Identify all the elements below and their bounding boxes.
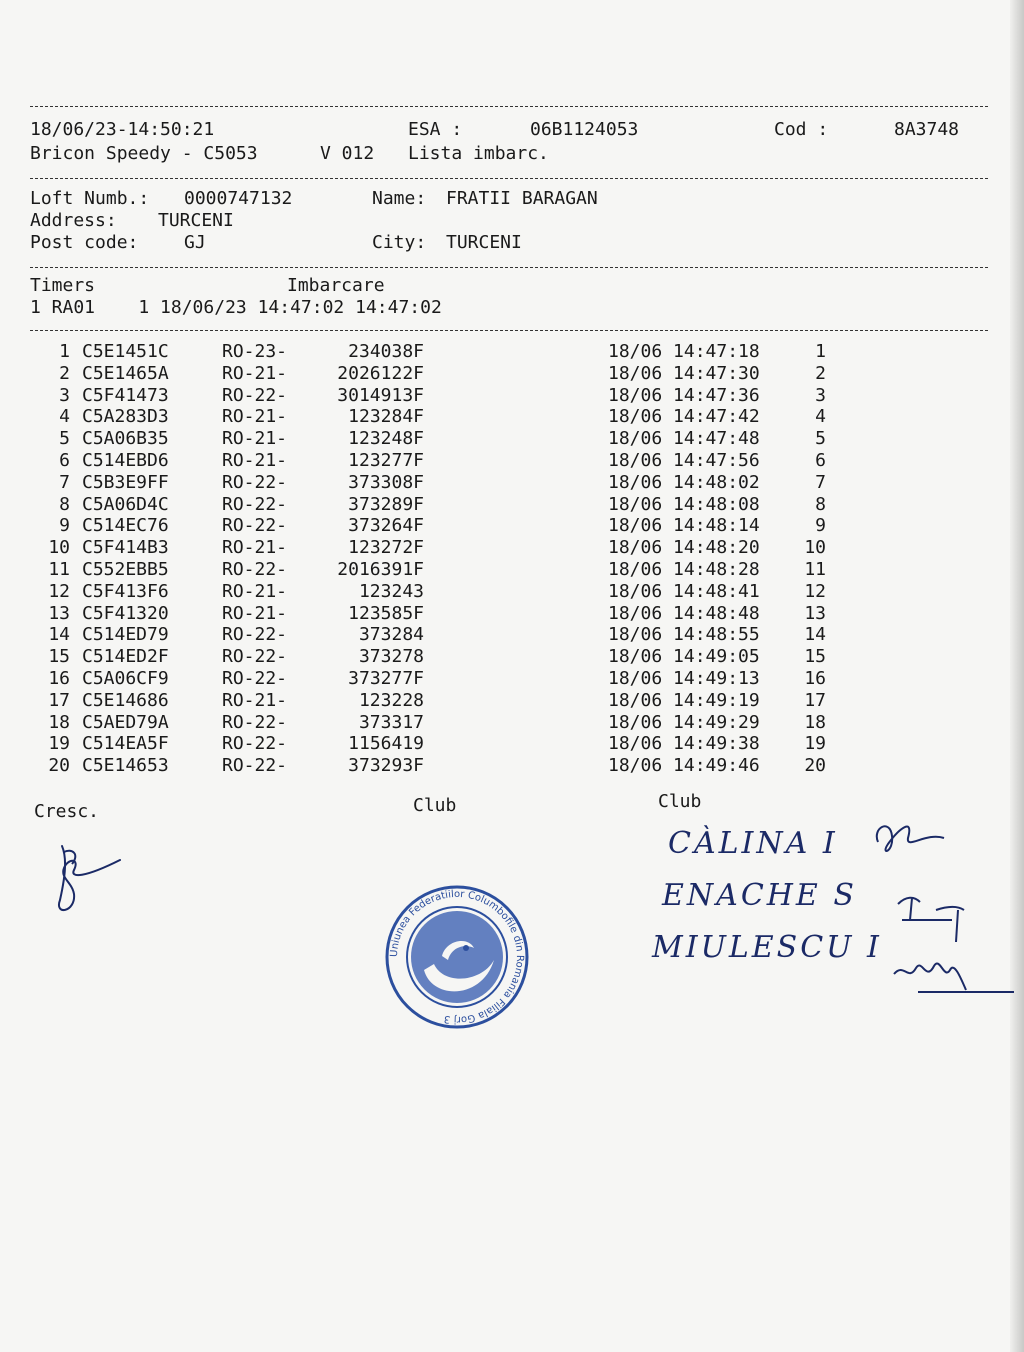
arrival-time: 18/06 14:47:18 [608, 341, 760, 362]
ring-prefix: RO-22- [222, 493, 288, 515]
row-index: 16 [48, 668, 70, 689]
arrival-time: 18/06 14:48:14 [608, 515, 760, 537]
device-name: Bricon Speedy - C5053 [30, 143, 258, 164]
row-index: 20 [48, 755, 70, 777]
ring-prefix: RO-22- [222, 384, 288, 406]
ring-prefix: RO-21- [222, 689, 288, 711]
position-number: 17 [804, 689, 826, 711]
ring-prefix: RO-21- [222, 580, 288, 602]
arrival-time: 18/06 14:47:42 [608, 406, 760, 428]
position-number: 6 [815, 450, 826, 471]
bird-row [0, 712, 1000, 734]
ring-number: 234038F [348, 341, 424, 362]
print-datetime: 18/06/23-14:50:21 [30, 119, 215, 140]
ring-number: 373277F [348, 668, 424, 689]
signature-icon [890, 940, 1020, 1000]
position-number: 15 [804, 646, 826, 668]
handwritten-name: ENACHE S [662, 878, 857, 913]
ring-prefix: RO-22- [222, 733, 288, 755]
bird-row [0, 537, 1000, 559]
ring-number: 373317 [358, 711, 424, 733]
arrival-time: 18/06 14:47:56 [608, 450, 760, 471]
chip-code: C5F413F6 [82, 580, 169, 602]
ring-prefix: RO-21- [222, 428, 288, 450]
position-number: 10 [804, 537, 826, 559]
ring-prefix: RO-21- [222, 362, 288, 384]
ring-prefix: RO-21- [222, 450, 288, 471]
chip-code: C5B3E9FF [82, 471, 169, 493]
loft-number: 0000747132 [184, 188, 293, 209]
position-number: 9 [815, 515, 826, 537]
arrival-time: 18/06 14:49:19 [608, 689, 760, 711]
position-number: 7 [815, 471, 826, 493]
ring-number: 373308F [348, 471, 424, 493]
position-number: 20 [804, 755, 826, 777]
ring-prefix: RO-22- [222, 646, 288, 668]
loft-label: Loft Numb.: [30, 188, 150, 209]
ring-number: 123277F [348, 450, 424, 471]
row-index: 6 [59, 450, 70, 471]
position-number: 18 [804, 711, 826, 733]
ring-prefix: RO-23- [222, 341, 288, 362]
position-number: 3 [815, 384, 826, 406]
arrival-time: 18/06 14:49:29 [608, 711, 760, 733]
bird-row [0, 668, 1000, 690]
bird-row [0, 494, 1000, 516]
ring-number: 123228 [358, 689, 424, 711]
list-title: Lista imbarc. [408, 143, 549, 164]
arrival-time: 18/06 14:48:28 [608, 559, 760, 580]
bird-row [0, 755, 1000, 777]
ring-number: 2026122F [337, 362, 424, 384]
chip-code: C5E14686 [82, 689, 169, 711]
row-index: 3 [59, 384, 70, 406]
position-number: 11 [804, 559, 826, 580]
position-number: 13 [804, 602, 826, 624]
timers-label: Timers [30, 275, 96, 296]
position-number: 4 [815, 406, 826, 428]
ring-number: 123585F [348, 602, 424, 624]
row-index: 10 [48, 537, 70, 559]
imbarcare-label: Imbarcare [287, 275, 385, 296]
arrival-time: 18/06 14:48:48 [608, 602, 760, 624]
row-index: 2 [59, 362, 70, 384]
position-number: 5 [815, 428, 826, 450]
device-version: V 012 [320, 143, 375, 164]
chip-code: C5F41473 [82, 384, 169, 406]
arrival-time: 18/06 14:48:41 [608, 580, 760, 602]
paper-edge [1010, 0, 1024, 1352]
bird-row [0, 450, 1000, 472]
divider [30, 178, 988, 179]
arrival-time: 18/06 14:48:20 [608, 537, 760, 559]
fancier-name: FRATII BARAGAN [446, 188, 598, 209]
position-number: 12 [804, 580, 826, 602]
club-label: Club [413, 795, 457, 816]
chip-code: C5A06CF9 [82, 668, 169, 689]
ring-prefix: RO-22- [222, 668, 288, 689]
arrival-time: 18/06 14:49:05 [608, 646, 760, 668]
ring-number: 3014913F [337, 384, 424, 406]
bird-row [0, 559, 1000, 581]
cresc-label: Cresc. [34, 801, 100, 822]
chip-code: C514ED2F [82, 646, 169, 668]
bird-row [0, 428, 1000, 450]
row-index: 17 [48, 689, 70, 711]
city-value: TURCENI [446, 232, 522, 253]
ring-number: 2016391F [337, 559, 424, 580]
ring-number: 373284 [358, 624, 424, 646]
row-index: 12 [48, 580, 70, 602]
row-index: 14 [48, 624, 70, 646]
row-index: 4 [59, 406, 70, 428]
bird-row [0, 472, 1000, 494]
bird-row [0, 690, 1000, 712]
ring-prefix: RO-21- [222, 537, 288, 559]
row-index: 1 [59, 341, 70, 362]
divider [30, 267, 988, 268]
bird-row [0, 624, 1000, 646]
row-index: 7 [59, 471, 70, 493]
ring-number: 373289F [348, 493, 424, 515]
row-index: 19 [48, 733, 70, 755]
bird-row [0, 733, 1000, 755]
ring-prefix: RO-22- [222, 515, 288, 537]
chip-code: C5AED79A [82, 711, 169, 733]
ring-number: 123284F [348, 406, 424, 428]
ring-number: 123248F [348, 428, 424, 450]
chip-code: C552EBB5 [82, 559, 169, 580]
arrival-time: 18/06 14:49:38 [608, 733, 760, 755]
position-number: 16 [804, 668, 826, 689]
ring-prefix: RO-22- [222, 559, 288, 580]
city-label: City: [372, 232, 427, 253]
chip-code: C5A283D3 [82, 406, 169, 428]
ring-prefix: RO-22- [222, 711, 288, 733]
position-number: 8 [815, 493, 826, 515]
signature-icon [50, 838, 130, 918]
bird-row [0, 646, 1000, 668]
bird-row [0, 603, 1000, 625]
cod-label: Cod : [774, 119, 829, 140]
name-label: Name: [372, 188, 427, 209]
ring-prefix: RO-21- [222, 406, 288, 428]
address-value: TURCENI [158, 210, 234, 231]
club-label: Club [658, 791, 702, 812]
arrival-time: 18/06 14:49:46 [608, 755, 760, 777]
signature-icon [868, 808, 958, 868]
arrival-time: 18/06 14:48:55 [608, 624, 760, 646]
row-index: 15 [48, 646, 70, 668]
chip-code: C5F414B3 [82, 537, 169, 559]
ring-number: 373264F [348, 515, 424, 537]
ring-number: 123243 [358, 580, 424, 602]
row-index: 8 [59, 493, 70, 515]
chip-code: C514EBD6 [82, 450, 169, 471]
chip-code: C5E1465A [82, 362, 169, 384]
ring-number: 123272F [348, 537, 424, 559]
chip-code: C5A06B35 [82, 428, 169, 450]
divider [30, 330, 988, 331]
ring-number: 1156419 [348, 733, 424, 755]
postcode-label: Post code: [30, 232, 139, 253]
position-number: 2 [815, 362, 826, 384]
arrival-time: 18/06 14:48:08 [608, 493, 760, 515]
handwritten-name: MIULESCU I [652, 930, 882, 965]
bird-row [0, 341, 1000, 363]
row-index: 18 [48, 711, 70, 733]
row-index: 9 [59, 515, 70, 537]
arrival-time: 18/06 14:48:02 [608, 471, 760, 493]
bird-row [0, 385, 1000, 407]
arrival-time: 18/06 14:47:48 [608, 428, 760, 450]
chip-code: C5E1451C [82, 341, 169, 362]
ring-prefix: RO-22- [222, 471, 288, 493]
row-index: 13 [48, 602, 70, 624]
esa-value: 06B1124053 [530, 119, 639, 140]
cod-value: 8A3748 [894, 119, 960, 140]
position-number: 19 [804, 733, 826, 755]
chip-code: C514ED79 [82, 624, 169, 646]
bird-row [0, 581, 1000, 603]
position-number: 1 [815, 341, 826, 362]
row-index: 5 [59, 428, 70, 450]
ring-number: 373278 [358, 646, 424, 668]
arrival-time: 18/06 14:47:36 [608, 384, 760, 406]
timer-row: 1 RA01 1 18/06/23 14:47:02 14:47:02 [30, 297, 442, 318]
chip-code: C514EA5F [82, 733, 169, 755]
arrival-time: 18/06 14:49:13 [608, 668, 760, 689]
club-stamp-icon [382, 882, 532, 1032]
ring-prefix: RO-22- [222, 755, 288, 777]
ring-number: 373293F [348, 755, 424, 777]
bird-row [0, 363, 1000, 385]
chip-code: C5A06D4C [82, 493, 169, 515]
esa-label: ESA : [408, 119, 463, 140]
position-number: 14 [804, 624, 826, 646]
ring-prefix: RO-21- [222, 602, 288, 624]
bird-row [0, 406, 1000, 428]
chip-code: C5F41320 [82, 602, 169, 624]
chip-code: C514EC76 [82, 515, 169, 537]
stamp-text: Uniunea Federatiilor Columbofile din Romania Filiala Gorj 3 [388, 888, 526, 1026]
handwritten-name: CÀLINA I [668, 826, 838, 861]
address-label: Address: [30, 210, 117, 231]
ring-prefix: RO-22- [222, 624, 288, 646]
arrival-time: 18/06 14:47:30 [608, 362, 760, 384]
postcode-value: GJ [184, 232, 206, 253]
chip-code: C5E14653 [82, 755, 169, 777]
row-index: 11 [48, 559, 70, 580]
bird-row [0, 515, 1000, 537]
divider [30, 106, 988, 107]
